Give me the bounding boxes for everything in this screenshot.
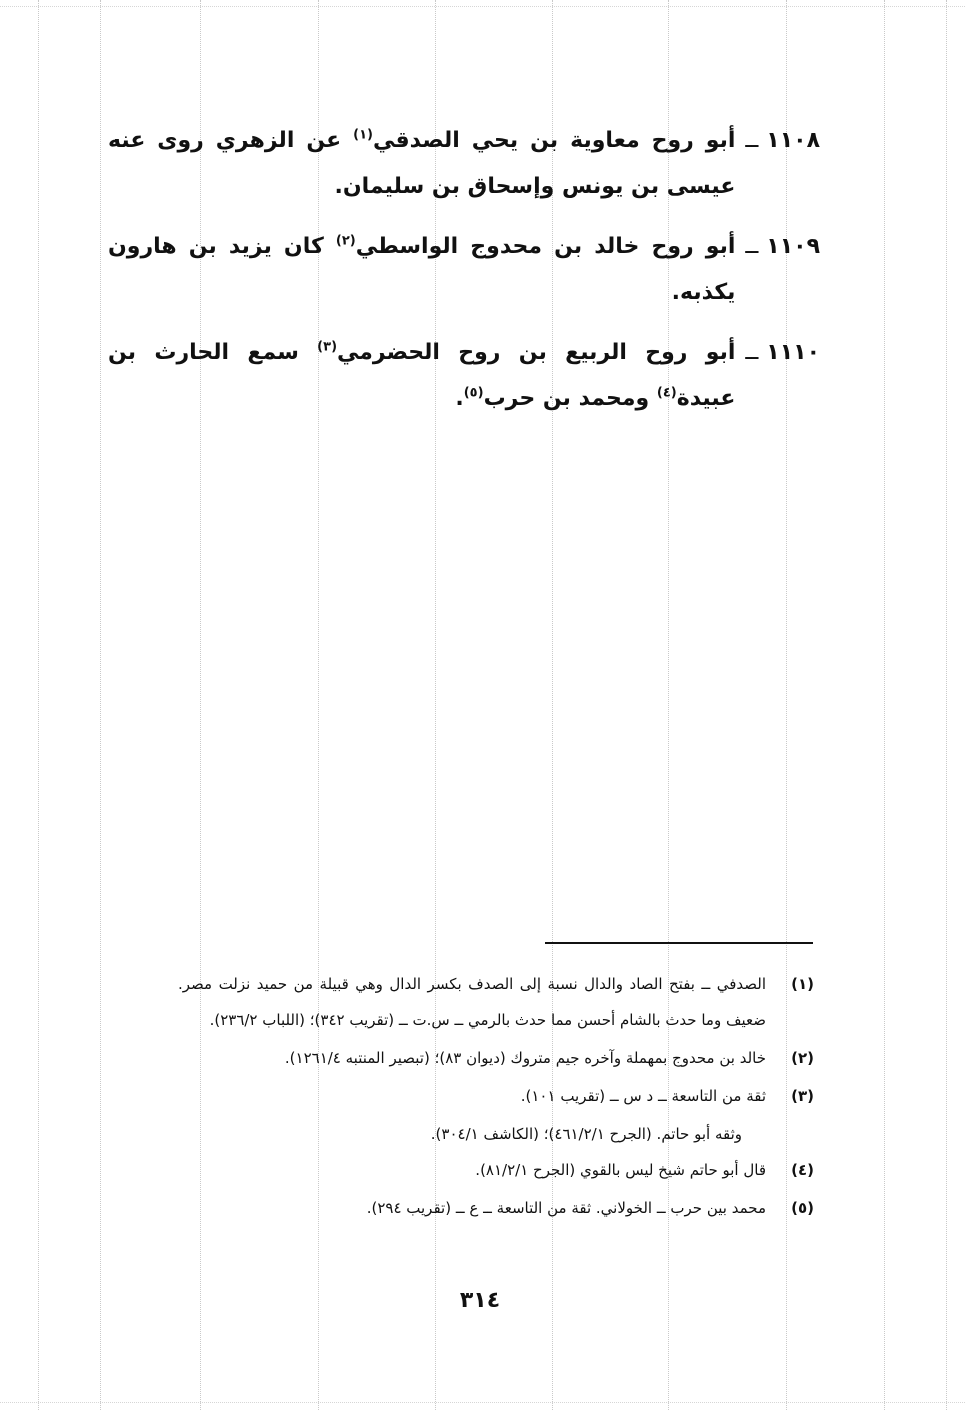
footnote-text: الصدفي ــ بفتح الصاد والدال نسبة إلى الصدف بكسر الدال وهي قبيلة من حميد نزلت مصر. ضعيف وما حدث بالشام أحسن مما حدث بالرمي ــ س.ت ــ (تقريب ٣٤٢)؛ (اللباب ٢٣٦/٢). [178,975,766,1029]
footnote-5 [178,1190,814,1226]
footnote-number: (٤) [791,1161,814,1179]
entry-text [108,118,735,210]
entry-dash: ــ [745,340,759,365]
entry-text-part: أبو روح الربيع بن روح الحضرمي [337,340,736,365]
footnote-ref-3[interactable]: (٣) [317,339,338,355]
entry-text [108,330,735,422]
entry-number: ١١٠٨ [766,128,820,153]
footnote-ref-2[interactable]: (٢) [335,233,356,249]
footnote-number: (٣) [791,1087,814,1105]
entry-1108 [108,118,820,210]
footnote-ref-4[interactable]: (٤) [656,385,677,401]
footnote-text: محمد بين حرب ــ الخولاني. ثقة من التاسعة ــ ع ــ (تقريب ٢٩٤). [366,1199,766,1217]
footnote-text: ثقة من التاسعة ــ د س ــ (تقريب ١٠١). [520,1087,766,1105]
entry-text [108,224,735,316]
entry-text-part: ومحمد بن حرب [483,386,657,411]
footnote-text: قال أبو حاتم شيخ ليس بالقوي (الجرح ٨١/٢/١). [475,1161,766,1179]
footnote-4 [178,1152,814,1188]
entry-text-part: أبو روح معاوية بن يحي الصدقي [372,128,736,153]
entry-number: ١١١٠ [766,340,820,365]
scan-grid-line [0,1402,965,1403]
scan-grid-line [100,0,101,1410]
footnote-number: (١) [791,975,814,993]
footnote-number: (٥) [791,1199,814,1217]
entry-1109 [108,224,820,316]
entries-list [108,118,820,436]
footnote-text: خالد بن محدوج بمهملة وآخره جيم متروك (ديوان ٨٣)؛ (تبصير المنتبه ١٢٦١/٤). [284,1049,766,1067]
entry-dash: ــ [745,128,759,153]
scan-grid-line [946,0,947,1410]
scan-grid-line [884,0,885,1410]
footnote-ref-5[interactable]: (٥) [463,385,484,401]
entry-text-part: كان يزيد بن هارون يكذبه. [108,234,736,305]
footnote-3 [178,1078,814,1114]
scan-grid-line [0,6,965,7]
entry-1110 [108,330,820,422]
footnote-1 [178,966,814,1038]
entry-text-part: أبو روح خالد بن محدوج الواسطي [355,234,736,259]
footnote-ref-1[interactable]: (١) [353,127,373,143]
entry-text-part: . [455,386,464,411]
footnote-2 [178,1040,814,1076]
entry-text-part: عن الزهري روى عنه عيسى بن يونس وإسحاق بن سليمان. [108,128,736,199]
scan-grid-line [38,0,39,1410]
entry-text-part: سمع الحارث بن عبيدة [108,340,736,411]
footnote-separator [545,942,813,944]
entry-number: ١١٠٩ [766,234,820,259]
page-number: ٣١٤ [459,1288,501,1313]
footnote-number: (٢) [791,1049,814,1067]
footnote-3-continuation: وثقه أبو حاتم. (الجرح ٤٦١/٢/١)؛ (الكاشف ٣٠٤/١). [430,1125,742,1143]
entry-dash: ــ [745,234,759,259]
footnotes-section [178,966,814,1228]
